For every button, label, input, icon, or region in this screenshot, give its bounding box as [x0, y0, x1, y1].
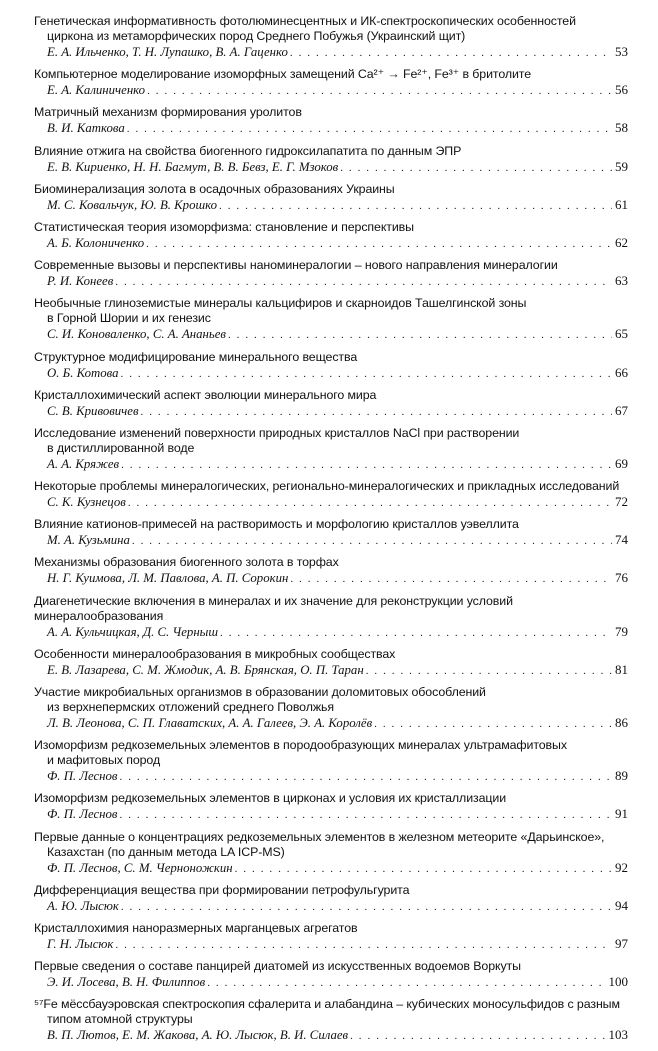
entry-author-line — [34, 1027, 628, 1044]
dot-leader — [121, 367, 612, 382]
toc-entry — [34, 479, 628, 511]
entry-title-line: Исследование изменений поверхности природных кристаллов NaCl при растворении — [34, 425, 520, 440]
dot-leader — [115, 938, 612, 953]
entry-author-line — [34, 456, 628, 473]
entry-author-line — [34, 715, 628, 732]
entry-authors: В. И. Каткова — [47, 121, 125, 136]
entry-authors: Р. И. Конеев — [47, 274, 114, 289]
entry-title-line: Влияние отжига на свойства биогенного гидроксилапатита по данным ЭПР — [34, 143, 462, 158]
entry-title — [34, 426, 628, 456]
entry-author-line — [34, 768, 628, 785]
entry-authors: М. А. Кузьмина — [47, 533, 130, 548]
toc-entry — [34, 738, 628, 785]
entry-title-line: Диагенетические включения в минералах и их значение для реконструкции условий минералообразования — [34, 593, 513, 623]
entry-title — [34, 258, 628, 273]
dot-leader — [290, 572, 612, 587]
entry-title-line: Генетическая информативность фотолюминесцентных и ИК-спектроскопических особенностей — [34, 14, 576, 28]
entry-author-line — [34, 532, 628, 549]
entry-authors: А. А. Кульчицкая, Д. С. Черныш — [47, 624, 218, 639]
table-of-contents — [34, 14, 628, 1051]
entry-page-number: 74 — [615, 532, 628, 548]
entry-page-number: 81 — [615, 661, 628, 677]
entry-page-number: 69 — [615, 455, 628, 471]
entry-title-line: Кристаллохимия наноразмерных марганцевых агрегатов — [34, 920, 358, 935]
entry-author-line — [34, 44, 628, 61]
entry-authors: Ф. П. Леснов — [47, 807, 118, 822]
dot-leader — [235, 862, 612, 877]
entry-author-line — [34, 197, 628, 214]
toc-entry — [34, 67, 628, 99]
entry-authors: Е. В. Лазарева, С. М. Жмодик, А. В. Брянская, О. П. Таран — [47, 662, 364, 677]
toc-entry — [34, 517, 628, 549]
entry-page-number: 79 — [615, 623, 628, 639]
dot-leader — [120, 770, 613, 785]
entry-title-line: циркона из метаморфических пород Среднего Побужья (Украинский щит) — [47, 29, 466, 43]
entry-page-number: 56 — [615, 82, 628, 98]
toc-entry — [34, 830, 628, 877]
dot-leader — [340, 161, 612, 176]
dot-leader — [121, 458, 612, 473]
entry-title — [34, 921, 628, 936]
dot-leader — [121, 900, 612, 915]
entry-title — [34, 105, 628, 120]
entry-author-line — [34, 974, 628, 991]
entry-title-line: Влияние катионов-примесей на растворимость и морфологию кристаллов уэвеллита — [34, 517, 519, 532]
entry-author-line — [34, 624, 628, 641]
entry-title — [34, 67, 628, 82]
entry-author-line — [34, 898, 628, 915]
entry-author-line — [34, 235, 628, 252]
entry-title-line: в дистиллированной воде — [47, 440, 195, 455]
toc-entry — [34, 105, 628, 137]
entry-authors: М. С. Ковальчук, Ю. В. Крошко — [47, 197, 218, 212]
entry-author-line — [34, 326, 628, 343]
toc-entry — [34, 350, 628, 382]
dot-leader — [374, 717, 612, 732]
entry-page-number: 62 — [615, 234, 628, 250]
entry-title-line: Первые сведения о составе панцирей диатомей из искусственных водоемов Воркуты — [34, 959, 521, 974]
entry-page-number: 76 — [615, 570, 628, 586]
entry-title-line: из верхнепермских отложений среднего Поволжья — [47, 700, 334, 714]
entry-title-line: Казахстан (по данным метода LA ICP-MS) — [47, 844, 285, 859]
entry-authors: Н. Г. Куимова, Л. М. Павлова, А. П. Сорокин — [47, 571, 289, 586]
toc-entry — [34, 791, 628, 823]
entry-author-line — [34, 936, 628, 953]
entry-page-number: 94 — [615, 897, 628, 913]
toc-entry — [34, 555, 628, 587]
entry-author-line — [34, 120, 628, 137]
dot-leader — [147, 84, 612, 99]
entry-title-line: Участие микробиальных организмов в образовании доломитовых обособлений — [34, 685, 486, 699]
entry-page-number: 61 — [615, 196, 628, 212]
toc-entry — [34, 997, 628, 1044]
entry-page-number: 97 — [615, 935, 628, 951]
entry-title — [34, 14, 628, 44]
entry-author-line — [34, 159, 628, 176]
entry-authors: С. И. Коноваленко, С. А. Ананьев — [47, 327, 226, 342]
entry-title — [34, 144, 628, 159]
entry-page-number: 65 — [615, 326, 628, 342]
entry-author-line — [34, 570, 628, 587]
entry-author-line — [34, 494, 628, 511]
entry-author-line — [34, 365, 628, 382]
entry-title — [34, 830, 628, 860]
entry-authors: А. Б. Колониченко — [47, 235, 145, 250]
toc-entry — [34, 296, 628, 343]
entry-title — [34, 182, 628, 197]
entry-page-number: 53 — [615, 44, 628, 59]
dot-leader — [128, 496, 612, 511]
toc-entry — [34, 921, 628, 953]
entry-title-line: Современные вызовы и перспективы наноминералогии – нового направления минералогии — [34, 258, 558, 273]
entry-title-line: Изоморфизм редкоземельных элементов в цирконах и условия их кристаллизации — [34, 791, 507, 806]
dot-leader — [366, 664, 612, 679]
dot-leader — [141, 405, 612, 420]
entry-title — [34, 997, 628, 1027]
entry-title — [34, 479, 628, 494]
dot-leader — [290, 46, 612, 61]
entry-title — [34, 220, 628, 235]
entry-authors: Г. Н. Лысюк — [47, 936, 114, 951]
toc-entry — [34, 144, 628, 176]
entry-title-line: Дифференциация вещества при формировании петрофульгурита — [34, 882, 410, 897]
entry-title — [34, 555, 628, 570]
dot-leader — [146, 237, 612, 252]
entry-title — [34, 647, 628, 662]
toc-entry — [34, 388, 628, 420]
entry-page-number: 91 — [615, 806, 628, 822]
dot-leader — [220, 626, 612, 641]
entry-authors: Ф. П. Леснов — [47, 769, 118, 784]
entry-authors: Е. А. Калиниченко — [47, 83, 146, 98]
entry-title — [34, 388, 628, 403]
entry-title-line: ⁵⁷Fe мёссбауэровская спектроскопия сфалерита и алабандина – кубических моносульфидов с разным — [34, 997, 620, 1012]
entry-title — [34, 791, 628, 806]
entry-page-number: 86 — [615, 715, 628, 730]
entry-title — [34, 517, 628, 532]
entry-author-line — [34, 662, 628, 679]
entry-title — [34, 883, 628, 898]
dot-leader — [132, 534, 612, 549]
entry-authors: Е. В. Кириенко, Н. Н. Багмут, В. В. Бевз, Е. Г. Мзоков — [47, 159, 339, 174]
toc-entry — [34, 182, 628, 214]
entry-author-line — [34, 403, 628, 420]
entry-title-line: Необычные глиноземистые минералы кальцифиров и скарноидов Ташелгинской зоны — [34, 296, 527, 311]
entry-authors: Л. В. Леонова, С. П. Главатских, А. А. Галеев, Э. А. Королёв — [47, 716, 373, 730]
entry-author-line — [34, 806, 628, 823]
entry-authors: А. А. Кряжев — [47, 456, 120, 471]
toc-entry — [34, 883, 628, 915]
entry-title-line: Первые данные о концентрациях редкоземельных элементов в железном метеорите «Дарьинское», — [34, 829, 605, 844]
entry-author-line — [34, 82, 628, 99]
entry-page-number: 72 — [615, 494, 628, 510]
toc-entry — [34, 220, 628, 252]
entry-title-line: Биоминерализация золота в осадочных образованиях Украины — [34, 181, 395, 196]
entry-page-number: 100 — [608, 974, 628, 990]
entry-page-number: 63 — [615, 273, 628, 289]
toc-entry — [34, 685, 628, 732]
entry-title-line: типом атомной структуры — [47, 1012, 193, 1027]
entry-page-number: 66 — [615, 364, 628, 380]
toc-entry — [34, 959, 628, 991]
entry-page-number: 59 — [615, 158, 628, 174]
entry-title-line: Механизмы образования биогенного золота в торфах — [34, 555, 339, 570]
entry-page-number: 92 — [615, 859, 628, 875]
dot-leader — [207, 976, 605, 991]
entry-authors: Э. И. Лосева, В. Н. Филиппов — [47, 975, 206, 990]
toc-entry — [34, 594, 628, 641]
entry-title — [34, 738, 628, 768]
entry-authors: О. Б. Котова — [47, 365, 119, 380]
entry-title — [34, 296, 628, 326]
entry-title — [34, 594, 628, 624]
dot-leader — [120, 808, 613, 823]
toc-entry — [34, 14, 628, 61]
entry-authors: Ф. П. Леснов, С. М. Черноножкин — [47, 860, 233, 875]
toc-entry — [34, 258, 628, 290]
entry-page-number: 67 — [615, 402, 628, 418]
entry-title — [34, 959, 628, 974]
entry-authors: Е. А. Ильченко, Т. Н. Лупашко, В. А. Гаценко — [47, 45, 288, 59]
entry-title-line: Изоморфизм редкоземельных элементов в породообразующих минералах ультрамафитовых — [34, 738, 567, 753]
entry-authors: С. К. Кузнецов — [47, 495, 126, 510]
dot-leader — [115, 275, 612, 290]
entry-title — [34, 685, 628, 715]
entry-page-number: 89 — [615, 768, 628, 784]
entry-title-line: Статистическая теория изоморфизма: становление и перспективы — [34, 219, 414, 234]
entry-authors: С. В. Кривовичев — [47, 403, 139, 418]
entry-title-line: Компьютерное моделирование изоморфных замещений Ca²⁺ → Fe²⁺, Fe³⁺ в бритолите — [34, 67, 532, 82]
entry-page-number: 103 — [608, 1027, 628, 1043]
toc-entry — [34, 647, 628, 679]
entry-page-number: 58 — [615, 120, 628, 136]
toc-entry — [34, 426, 628, 473]
entry-author-line — [34, 273, 628, 290]
dot-leader — [219, 199, 612, 214]
entry-title-line: Некоторые проблемы минералогических, регионально-минералогических и прикладных исследований — [34, 479, 620, 494]
entry-title-line: в Горной Шории и их генезис — [47, 311, 211, 326]
entry-title-line: Структурное модифицирование минерального вещества — [34, 349, 358, 364]
entry-title-line: Особенности минералообразования в микробных сообществах — [34, 646, 396, 661]
entry-title-line: Матричный механизм формирования уролитов — [34, 105, 302, 120]
entry-author-line — [34, 860, 628, 877]
dot-leader — [350, 1029, 605, 1044]
dot-leader — [127, 122, 612, 137]
dot-leader — [228, 328, 612, 343]
entry-title-line: и мафитовых пород — [47, 753, 161, 768]
entry-title — [34, 350, 628, 365]
entry-authors: А. Ю. Лысюк — [47, 898, 119, 913]
entry-authors: В. П. Лютов, Е. М. Жакова, А. Ю. Лысюк, В. И. Силаев — [47, 1028, 349, 1043]
entry-title-line: Кристаллохимический аспект эволюции минерального мира — [34, 387, 377, 402]
